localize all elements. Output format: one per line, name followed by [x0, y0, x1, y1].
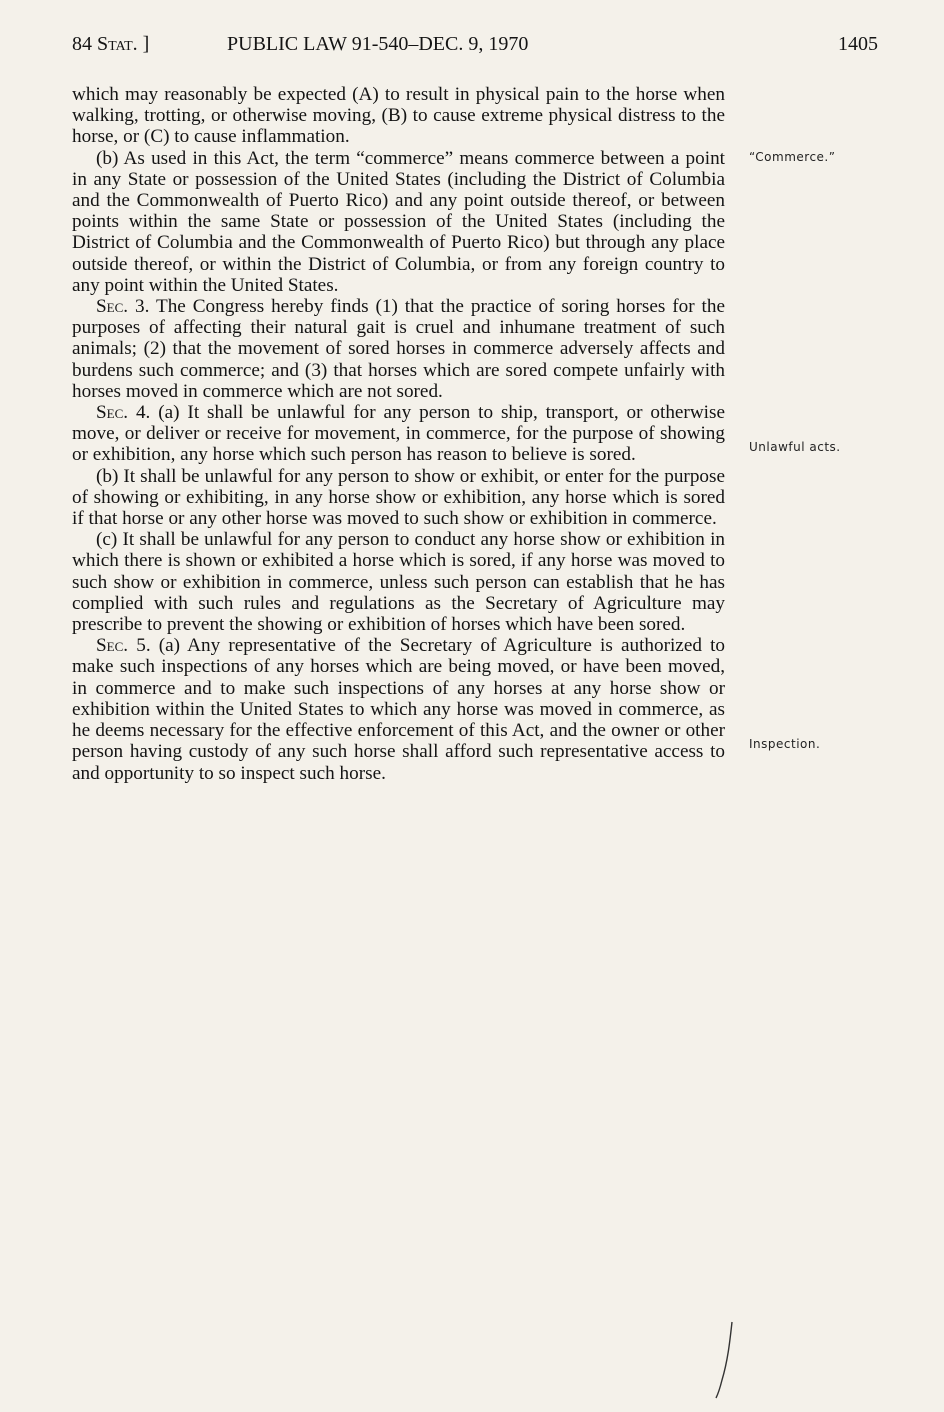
paragraph-continuation: which may reasonably be expected (A) to result in physical pain to the horse when walking, trotting, or otherwise moving, (B) to cause extreme physical distress to the horse, or (C) to cause inflammation. [72, 84, 725, 148]
statute-reference: 84 Stat. ] [72, 33, 150, 55]
paragraph-section-4b: (b) It shall be unlawful for any person to show or exhibit, or enter for the purpose of showing or exhibiting, in any horse show or exhibition, any horse which is sored if that horse or any other horse was moved to such show or exhibition in commerce. [72, 465, 725, 530]
paragraph-section-3 [72, 296, 725, 402]
paragraph-section-4a [72, 402, 725, 466]
body-text [72, 84, 725, 784]
page-header [72, 33, 878, 59]
margin-note-inspection: Inspection. [749, 737, 821, 751]
section-label: Sec. 5. [96, 635, 151, 657]
section-label: Sec. 3. [96, 296, 150, 318]
section-text: (a) Any representative of the Secretary of Agriculture is authorized to make such inspections of any horses which are being moved, or have been moved, in commerce and to make such inspections of any horses at any horse show or exhibition within the United States to which any horse was moved in commerce, as he deems necessary for the effective enforcement of this Act, and the owner or other person having custody of any such horse shall afford such representative access to and opportunity to so inspect such horse. [72, 635, 725, 784]
pen-mark [710, 1320, 740, 1400]
section-label: Sec. 4. [96, 402, 151, 424]
section-text: The Congress hereby finds (1) that the practice of soring horses for the purposes of affecting their natural gait is cruel and inhumane treatment of such animals; (2) that the movement of sored horses in commerce adversely affects and burdens such commerce; and (3) that horses which are sored compete unfairly with horses moved in commerce which are not sored. [72, 296, 725, 402]
margin-note-commerce: “Commerce.” [749, 150, 836, 164]
paragraph-commerce-definition: (b) As used in this Act, the term “commerce” means commerce between a point in any State or possession of the United States (including the District of Columbia and the Commonwealth of Puerto Rico) and any point outside thereof, or between points within the same State or possession of the United States (including the District of Columbia and the Commonwealth of Puerto Rico) but through any place outside thereof, or within the District of Columbia, or from any foreign country to any point within the United States. [72, 147, 725, 296]
section-text: (a) It shall be unlawful for any person to ship, transport, or otherwise move, or deliver or receive for movement, in commerce, for the purpose of showing or exhibition, any horse which such person has reason to believe is sored. [72, 402, 725, 466]
margin-note-unlawful-acts: Unlawful acts. [749, 440, 841, 454]
running-title: PUBLIC LAW 91-540–DEC. 9, 1970 [227, 33, 529, 55]
paragraph-section-4c: (c) It shall be unlawful for any person to conduct any horse show or exhibition in which there is shown or exhibited a horse which is sored, if any horse was moved to such show or exhibition in commerce, unless such person can establish that he has complied with such rules and regulations as the Secretary of Agriculture may prescribe to prevent the showing or exhibition of horses which have been sored. [72, 529, 725, 636]
paragraph-section-5a [72, 635, 725, 783]
page-number: 1405 [838, 33, 878, 55]
